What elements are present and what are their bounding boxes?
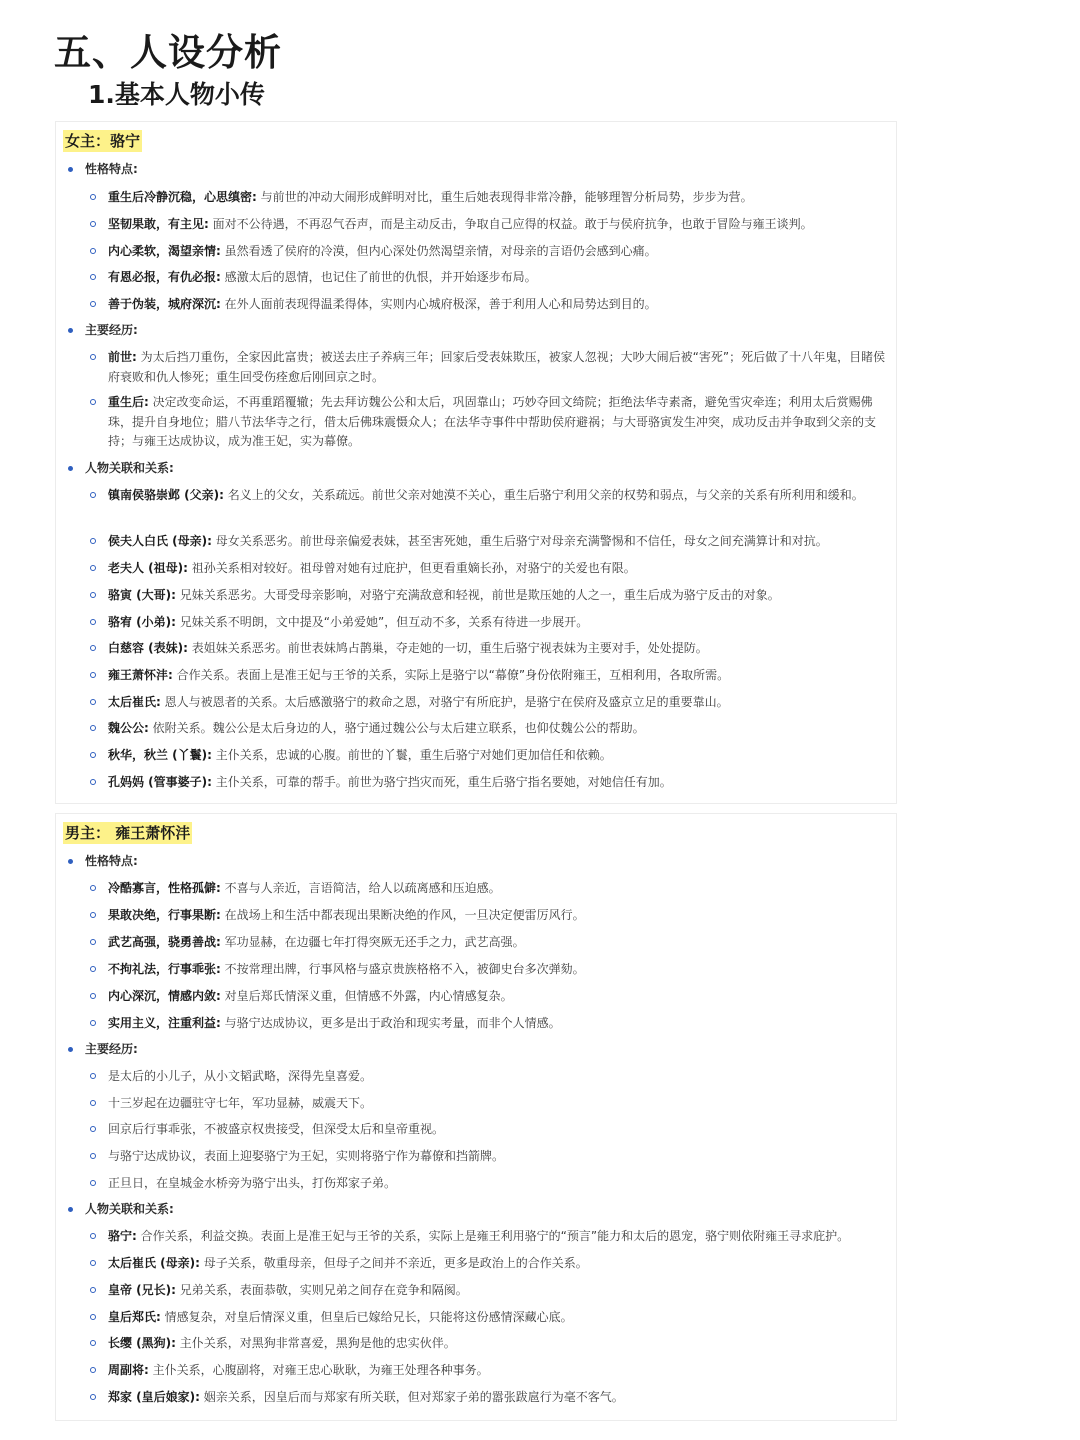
list-item-text (108, 773, 888, 793)
sub-bullet-icon (90, 619, 96, 625)
item-desc: 面对不公待遇，不再忍气吞声，而是主动反击，争取自己应得的权益。敢于与侯府抗争，也敢于冒险与雍王谈判。 (208, 217, 813, 231)
sub-bullet-icon (90, 993, 96, 999)
sub-bullet-icon (90, 779, 96, 785)
item-key: 骆寅 (大哥): (108, 588, 176, 602)
sub-bullet-icon (90, 565, 96, 571)
item-desc: 与前世的冲动大闹形成鲜明对比，重生后她表现得非常冷静，能够理智分析局势，步步为营。 (256, 190, 753, 204)
item-key: 前世: (108, 350, 137, 364)
item-key: 重生后冷静沉稳，心思缜密: (108, 190, 257, 204)
list-item-text (108, 1174, 888, 1194)
sub-bullet-icon (90, 1020, 96, 1026)
item-key: 重生后: (108, 395, 149, 409)
item-key: 魏公公: (108, 721, 149, 735)
list-item-text (108, 1014, 888, 1034)
item-desc: 合作关系。表面上是准王妃与王爷的关系，实际上是骆宁以“幕僚”身份依附雍王，互相利用，各取所需。 (172, 668, 730, 682)
section-heading: 五、人设分析 (54, 31, 282, 74)
item-key: 皇帝 (兄长): (108, 1283, 176, 1297)
sub-bullet-icon (90, 939, 96, 945)
sub-bullet-icon (90, 221, 96, 227)
sub-bullet-icon (90, 1153, 96, 1159)
item-desc: 在战场上和生活中都表现出果断决绝的作风，一旦决定便雷厉风行。 (220, 908, 585, 922)
list-item-text (108, 393, 888, 452)
item-key: 骆宁: (108, 1229, 137, 1243)
item-key: 冷酷寡言，性格孤僻: (108, 881, 221, 895)
item-key: 内心深沉，情感内敛: (108, 989, 221, 1003)
item-desc: 兄妹关系恶劣。大哥受母亲影响，对骆宁充满敌意和轻视，前世是欺压她的人之一，重生后成为骆宁反击的对象。 (175, 588, 780, 602)
item-key: 善于伪装，城府深沉: (108, 297, 221, 311)
list-item-text (108, 1120, 888, 1140)
sub-bullet-icon (90, 1126, 96, 1132)
item-key: 不拘礼法，行事乖张: (108, 962, 221, 976)
item-desc: 母女关系恶劣。前世母亲偏爱表妹，甚至害死她，重生后骆宁对母亲充满警惕和不信任，母女之间充满算计和对抗。 (211, 534, 828, 548)
sub-bullet-icon (90, 672, 96, 678)
list-item-text (108, 933, 888, 953)
sub-bullet-icon (90, 1287, 96, 1293)
list-item-text (108, 268, 888, 288)
item-desc: 兄弟关系，表面恭敬，实则兄弟之间存在竞争和隔阂。 (175, 1283, 468, 1297)
section-label-text: 主要经历: (85, 323, 138, 337)
section-label-text: 主要经历: (85, 1042, 138, 1056)
item-key: 有恩必报，有仇必报: (108, 270, 221, 284)
item-desc: 表姐妹关系恶劣。前世表妹鸠占鹊巢，夺走她的一切，重生后骆宁视表妹为主要对手，处处提防。 (187, 641, 708, 655)
item-desc: 不喜与人亲近，言语简洁，给人以疏离感和压迫感。 (220, 881, 501, 895)
sub-bullet-icon (90, 645, 96, 651)
item-desc: 虽然看透了侯府的冷漠，但内心深处仍然渴望亲情，对母亲的言语仍会感到心痛。 (220, 244, 657, 258)
sub-bullet-icon (90, 1180, 96, 1186)
item-desc: 情感复杂，对皇后情深义重，但皇后已嫁给兄长，只能将这份感情深藏心底。 (160, 1310, 573, 1324)
sub-bullet-icon (90, 399, 96, 405)
bullet-icon (68, 1047, 73, 1052)
sub-bullet-icon (90, 1314, 96, 1320)
item-desc: 决定改变命运，不再重蹈覆辙；先去拜访魏公公和太后，巩固靠山；巧妙夺回文绮院；拒绝法华寺素斋，避免雪灾牵连；利用太后赏赐佛珠，提升自身地位；腊八节法华寺之行，借太后佛珠震慑众人；在法华寺事件中帮助侯府避祸；与大哥骆寅发生冲突，成功反击并争取到父亲的支持；与雍王达成协议，成为准王妃，实为幕僚。 (108, 395, 877, 448)
list-item-text (108, 242, 888, 262)
item-desc: 与骆宁达成协议，表面上迎娶骆宁为王妃，实则将骆宁作为幕僚和挡箭牌。 (108, 1149, 505, 1163)
list-item-text (108, 746, 888, 766)
female-lead-card (55, 121, 897, 804)
list-item-text (108, 532, 888, 552)
sub-bullet-icon (90, 725, 96, 731)
list-item-text (108, 987, 888, 1007)
section-label-text: 人物关联和关系: (85, 1202, 174, 1216)
list-item-text (108, 1147, 888, 1167)
female-lead-title: 女主：骆宁 (65, 132, 141, 150)
item-key: 雍王萧怀沣: (108, 668, 173, 682)
sub-bullet-icon (90, 1340, 96, 1346)
sub-bullet-icon (90, 592, 96, 598)
section-label-text: 性格特点: (85, 854, 138, 868)
sub-bullet-icon (90, 492, 96, 498)
sub-bullet-icon (90, 538, 96, 544)
list-item-text (108, 486, 888, 506)
item-key: 皇后郑氏: (108, 1310, 161, 1324)
list-item-text (108, 1308, 888, 1328)
item-desc: 为太后挡刀重伤，全家因此富贵；被送去庄子养病三年；回家后受表妹欺压，被家人忽视；大吵大闹后被“害死”；死后做了十八年鬼，目睹侯府衰败和仇人惨死；重生回受伤痊愈后刚回京之时。 (108, 350, 886, 384)
list-item-text (108, 719, 888, 739)
sub-bullet-icon (90, 912, 96, 918)
item-key: 骆宥 (小弟): (108, 615, 176, 629)
item-key: 长缨 (黑狗): (108, 1336, 176, 1350)
sub-bullet-icon (90, 248, 96, 254)
bullet-icon (68, 466, 73, 471)
sub-bullet-icon (90, 274, 96, 280)
item-key: 侯夫人白氏 (母亲): (108, 534, 212, 548)
item-key: 实用主义，注重利益: (108, 1016, 221, 1030)
list-item-text (108, 1094, 888, 1114)
list-item-text (108, 559, 888, 579)
list-item-text (108, 960, 888, 980)
list-item-text (108, 188, 888, 208)
male-lead-card (55, 813, 897, 1421)
list-item-text (108, 1361, 888, 1381)
item-desc: 合作关系，利益交换。表面上是准王妃与王爷的关系，实际上是雍王利用骆宁的“预言”能力和太后的恩宠，骆宁则依附雍王寻求庇护。 (136, 1229, 850, 1243)
list-item-text (108, 666, 888, 686)
item-desc: 主仆关系，对黑狗非常喜爱，黑狗是他的忠实伙伴。 (175, 1336, 456, 1350)
item-key: 孔妈妈 (管事婆子): (108, 775, 212, 789)
list-item-text (108, 879, 888, 899)
section-label-text: 人物关联和关系: (85, 461, 174, 475)
item-desc: 主仆关系，忠诚的心腹。前世的丫鬟，重生后骆宁对她们更加信任和依赖。 (211, 748, 612, 762)
item-key: 郑家 (皇后娘家): (108, 1390, 200, 1404)
item-desc: 正旦日，在皇城金水桥旁为骆宁出头，打伤郑家子弟。 (108, 1176, 397, 1190)
item-desc: 名义上的父女，关系疏远。前世父亲对她漠不关心，重生后骆宁利用父亲的权势和弱点，与父亲的关系有所利用和缓和。 (223, 488, 864, 502)
item-key: 武艺高强，骁勇善战: (108, 935, 221, 949)
list-item-text (108, 1334, 888, 1354)
item-key: 镇南侯骆崇邺 (父亲): (108, 488, 224, 502)
list-item-text (108, 1281, 888, 1301)
sub-heading: 1.基本人物小传 (88, 80, 265, 109)
bullet-icon (68, 859, 73, 864)
item-desc: 对皇后郑氏情深义重，但情感不外露，内心情感复杂。 (220, 989, 513, 1003)
item-key: 太后崔氏: (108, 695, 161, 709)
list-item-text (108, 348, 888, 387)
list-item-text (108, 1227, 888, 1247)
item-desc: 是太后的小儿子，从小文韬武略，深得先皇喜爱。 (108, 1069, 373, 1083)
item-key: 老夫人 (祖母): (108, 561, 188, 575)
section-label-text: 性格特点: (85, 162, 138, 176)
item-desc: 回京后行事乖张，不被盛京权贵接受，但深受太后和皇帝重视。 (108, 1122, 445, 1136)
sub-bullet-icon (90, 1073, 96, 1079)
bullet-icon (68, 167, 73, 172)
sub-bullet-icon (90, 1233, 96, 1239)
list-item-text (108, 586, 888, 606)
list-item-text (108, 693, 888, 713)
list-item-text (108, 1388, 888, 1408)
sub-bullet-icon (90, 1260, 96, 1266)
sub-bullet-icon (90, 1367, 96, 1373)
sub-bullet-icon (90, 752, 96, 758)
sub-bullet-icon (90, 966, 96, 972)
item-desc: 主仆关系，可靠的帮手。前世为骆宁挡灾而死，重生后骆宁指名要她，对她信任有加。 (211, 775, 672, 789)
item-desc: 感激太后的恩情，也记住了前世的仇恨，并开始逐步布局。 (220, 270, 537, 284)
item-desc: 祖孙关系相对较好。祖母曾对她有过庇护，但更看重嫡长孙，对骆宁的关爱也有限。 (187, 561, 636, 575)
item-desc: 在外人面前表现得温柔得体，实则内心城府极深，善于利用人心和局势达到目的。 (220, 297, 657, 311)
item-key: 秋华，秋兰 (丫鬟): (108, 748, 212, 762)
sub-bullet-icon (90, 194, 96, 200)
item-desc: 兄妹关系不明朗，文中提及“小弟爱她”，但互动不多，关系有待进一步展开。 (175, 615, 589, 629)
bullet-icon (68, 1207, 73, 1212)
item-key: 周副将: (108, 1363, 149, 1377)
item-desc: 依附关系。魏公公是太后身边的人，骆宁通过魏公公与太后建立联系，也仰仗魏公公的帮助。 (148, 721, 645, 735)
sub-bullet-icon (90, 1100, 96, 1106)
sub-bullet-icon (90, 1394, 96, 1400)
item-desc: 姻亲关系，因皇后而与郑家有所关联，但对郑家子弟的嚣张跋扈行为毫不客气。 (199, 1390, 624, 1404)
list-item-text (108, 1067, 888, 1087)
sub-bullet-icon (90, 699, 96, 705)
list-item-text (108, 639, 888, 659)
item-key: 内心柔软，渴望亲情: (108, 244, 221, 258)
item-desc: 恩人与被恩者的关系。太后感激骆宁的救命之恩，对骆宁有所庇护，是骆宁在侯府及盛京立足的重要靠山。 (160, 695, 729, 709)
item-key: 白慈容 (表妹): (108, 641, 188, 655)
item-key: 果敢决绝，行事果断: (108, 908, 221, 922)
male-lead-title: 男主： 雍王萧怀沣 (65, 824, 191, 842)
list-item-text (108, 1254, 888, 1274)
sub-bullet-icon (90, 885, 96, 891)
sub-bullet-icon (90, 301, 96, 307)
list-item-text (108, 906, 888, 926)
list-item-text (108, 613, 888, 633)
item-desc: 母子关系，敬重母亲，但母子之间并不亲近，更多是政治上的合作关系。 (199, 1256, 588, 1270)
item-desc: 不按常理出牌，行事风格与盛京贵族格格不入，被御史台多次弹劾。 (220, 962, 585, 976)
item-desc: 主仆关系，心腹副将，对雍王忠心耿耿，为雍王处理各种事务。 (148, 1363, 489, 1377)
list-item-text (108, 295, 888, 315)
item-key: 坚韧果敢，有主见: (108, 217, 209, 231)
item-key: 太后崔氏 (母亲): (108, 1256, 200, 1270)
sub-bullet-icon (90, 354, 96, 360)
item-desc: 与骆宁达成协议，更多是出于政治和现实考量，而非个人情感。 (220, 1016, 561, 1030)
bullet-icon (68, 328, 73, 333)
list-item-text (108, 215, 888, 235)
item-desc: 十三岁起在边疆驻守七年，军功显赫，威震天下。 (108, 1096, 373, 1110)
item-desc: 军功显赫，在边疆七年打得突厥无还手之力，武艺高强。 (220, 935, 525, 949)
